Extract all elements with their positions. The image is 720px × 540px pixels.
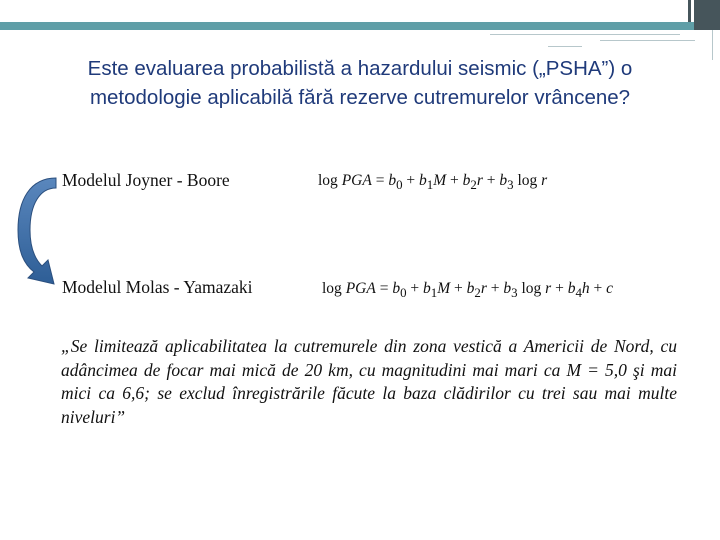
top-accent-bar <box>0 22 720 30</box>
corner-accent-block <box>694 0 720 30</box>
model1-label: Modelul Joyner - Boore <box>62 170 230 190</box>
quote-text: „Se limitează aplicabilitatea la cutremurele din zona vestică a Americii de Nord, cu adâncimea de focar mai mică de 20 km, cu magnitudini mai mari ca M = 5,0 şi mai mici ca 6,6; se exclud înregistrările făcute la baza clădirilor cu trei sau mai multe niveluri” <box>61 336 677 427</box>
model2-formula: log PGA = $b_0 + b_1M + b_2r + b_3$ $\log r + b_4h + c$ <box>322 280 614 301</box>
top-band <box>0 0 720 24</box>
decor-line <box>712 30 713 60</box>
accent-stripe <box>688 0 691 22</box>
decor-line <box>600 40 695 41</box>
slide-title: Este evaluarea probabilistă a hazardului seismic („PSHA”) o metodologie aplicabilă fără rezerve cutremurelor vrâncene? <box>87 57 633 109</box>
decor-line <box>548 46 582 47</box>
decor-line <box>490 34 680 35</box>
model1-formula: log PGA = $b_0 + b_1M + b_2r + b_3$ log r <box>318 172 548 193</box>
curved-arrow-icon <box>10 172 70 294</box>
model2-label: Modelul Molas - Yamazaki <box>62 277 253 297</box>
